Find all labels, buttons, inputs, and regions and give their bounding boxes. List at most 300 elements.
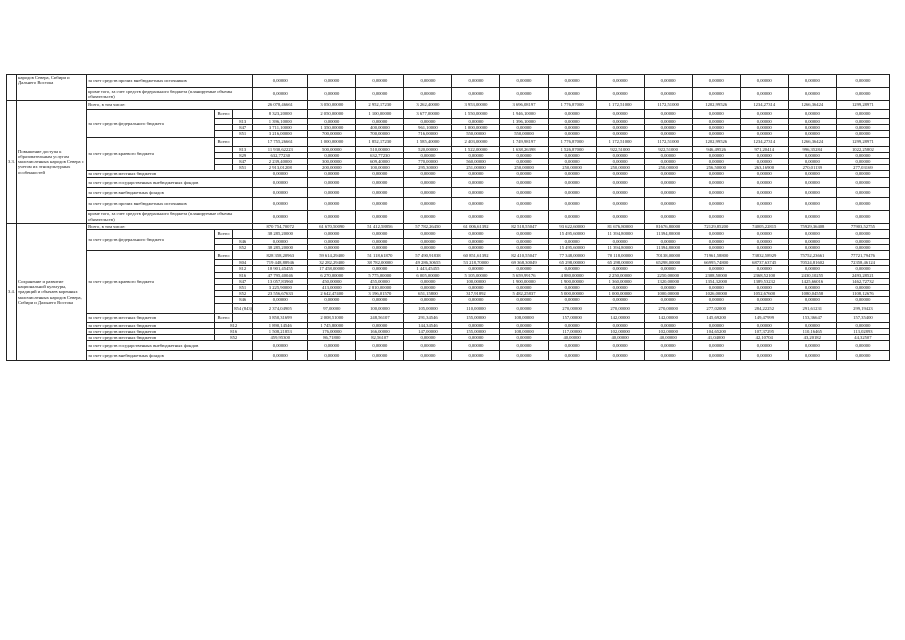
value-cell: 77721,79476 — [836, 251, 889, 260]
value-cell: 75752,23661 — [788, 251, 836, 260]
value-cell: 0,00000 — [548, 297, 596, 303]
value-cell: 1 172,51000 — [596, 137, 644, 146]
value-cell: 5 775,00000 — [356, 272, 404, 278]
value-cell: 38 285,20000 — [253, 245, 308, 251]
value-cell: 0,00000 — [253, 171, 308, 177]
value-cell: 0,00000 — [404, 341, 452, 351]
value-cell: 0,00000 — [404, 238, 452, 244]
value-cell: 0,00000 — [356, 119, 404, 125]
value-cell: 550,00000 — [452, 131, 500, 137]
value-cell: 0,00000 — [404, 75, 452, 88]
value-cell: 61 670,50090 — [308, 223, 356, 229]
value-cell: 1299,28971 — [836, 101, 889, 110]
code-cell — [233, 229, 253, 238]
value-cell: 0,00000 — [740, 229, 788, 238]
value-cell: 47 795,40046 — [253, 272, 308, 278]
value-cell: 0,00000 — [740, 177, 788, 187]
value-cell: 0,00000 — [253, 177, 308, 187]
value-cell: 716,00000 — [404, 131, 452, 137]
value-cell: 102,00000 — [596, 328, 644, 334]
value-cell: 11394,80000 — [644, 229, 692, 238]
value-cell: 0,00000 — [500, 341, 548, 351]
value-cell: 6 005,00000 — [404, 272, 452, 278]
value-cell: 0,00000 — [788, 351, 836, 361]
value-cell: 0,00000 — [500, 88, 548, 101]
value-cell: 0,00000 — [740, 75, 788, 88]
value-cell: 0,00000 — [404, 177, 452, 187]
value-cell: 117,00000 — [548, 328, 596, 334]
table-row — [7, 313, 890, 322]
value-cell: 17 755,26661 — [253, 137, 308, 146]
value-cell: 0,00000 — [644, 152, 692, 158]
value-cell: 0,00000 — [452, 229, 500, 238]
code-cell: 847 — [233, 125, 253, 131]
value-cell: 3 696,08197 — [500, 101, 548, 110]
value-cell: 632,77230 — [356, 152, 404, 158]
value-cell: 922,51000 — [596, 146, 644, 152]
value-cell: 2 642,47400 — [308, 291, 356, 297]
value-cell: 1 443,45455 — [404, 266, 452, 272]
value-cell: 0,00000 — [692, 110, 740, 119]
value-cell: 0,00000 — [452, 75, 500, 88]
value-cell: 0,00000 — [548, 119, 596, 125]
value-cell: 1 776,87000 — [548, 137, 596, 146]
value-cell: 2493,28521 — [836, 272, 889, 278]
value-cell: 1 000,00000 — [308, 137, 356, 146]
value-cell: 0,00000 — [404, 245, 452, 251]
value-cell: 40,00000 — [548, 335, 596, 341]
value-cell: 40,00000 — [644, 335, 692, 341]
source-label: за счет средств краевого бюджета — [87, 137, 215, 171]
code-cell: 846 — [233, 238, 253, 244]
value-cell: 0,00000 — [644, 210, 692, 223]
value-cell: 520,00000 — [404, 146, 452, 152]
source-label: Всего, в том числе: — [87, 101, 253, 110]
value-cell: 0,00000 — [740, 285, 788, 291]
value-cell: 0,00000 — [740, 245, 788, 251]
value-cell: 0,00000 — [788, 125, 836, 131]
value-cell: 0,00000 — [500, 266, 548, 272]
value-cell: 0,00000 — [836, 125, 889, 131]
value-cell: 700,00000 — [356, 131, 404, 137]
value-cell: 651,15800 — [404, 291, 452, 297]
value-cell: 0,00000 — [836, 229, 889, 238]
section-title-cell: народов Севера, Сибири и Дальнего Востока — [17, 75, 87, 101]
value-cell: 110,00000 — [452, 303, 500, 313]
value-cell: 0,00000 — [836, 177, 889, 187]
budget-table-page — [6, 74, 890, 361]
value-cell: 0,00000 — [644, 119, 692, 125]
value-cell: 1 522,00000 — [452, 146, 500, 152]
value-cell: 0,00000 — [356, 197, 404, 210]
value-cell: 0,00000 — [404, 210, 452, 223]
value-cell: 0,00000 — [500, 322, 548, 328]
code-cell — [233, 110, 253, 119]
value-cell: 155,00000 — [452, 328, 500, 334]
value-cell: 104,65200 — [692, 328, 740, 334]
value-cell: 82 410,55047 — [500, 251, 548, 260]
code-cell: 816 — [233, 272, 253, 278]
value-cell: 81676,80000 — [644, 223, 692, 229]
source-label: за счет средств федерального бюджета — [87, 229, 215, 250]
value-cell: 560,00000 — [452, 159, 500, 165]
value-cell: 0,00000 — [788, 187, 836, 197]
value-cell: 74005,22815 — [740, 223, 788, 229]
value-cell: 0,00000 — [788, 171, 836, 177]
value-cell: 0,00000 — [452, 322, 500, 328]
table-row — [7, 137, 890, 146]
value-cell: 455,00000 — [356, 278, 404, 284]
value-cell: 1299,28971 — [836, 137, 889, 146]
value-cell: 0,00000 — [308, 297, 356, 303]
value-cell: 51 412,58856 — [356, 223, 404, 229]
value-cell: 0,00000 — [356, 229, 404, 238]
value-cell: 0,00000 — [500, 285, 548, 291]
value-cell: 0,00000 — [692, 75, 740, 88]
value-cell: 0,00000 — [692, 245, 740, 251]
value-cell: 1 749,98197 — [500, 137, 548, 146]
value-cell: 250,00000 — [644, 165, 692, 171]
section-title-cell: Повышение доступа к образовательным услугам малочисленных народов Севера с учетом их этнокультурных особенностей — [17, 101, 87, 224]
value-cell: 263,16900 — [740, 165, 788, 171]
table-row — [7, 75, 890, 88]
value-cell: 3 953,00000 — [452, 101, 500, 110]
value-cell: 0,00000 — [836, 75, 889, 88]
value-cell: 0,00000 — [740, 210, 788, 223]
value-cell: 0,00000 — [740, 110, 788, 119]
code-cell — [233, 137, 253, 146]
value-cell: 0,00000 — [596, 152, 644, 158]
value-cell: 2250,00000 — [644, 272, 692, 278]
code-cell: 851 — [233, 131, 253, 137]
value-cell: 108,00000 — [500, 313, 548, 322]
value-cell: 81 676,80000 — [596, 223, 644, 229]
value-cell: 75929,36408 — [788, 223, 836, 229]
value-cell: 0,00000 — [836, 351, 889, 361]
value-cell: 0,00000 — [548, 285, 596, 291]
value-cell: 0,00000 — [452, 245, 500, 251]
value-cell: 11 394,80000 — [596, 245, 644, 251]
value-cell: 0,00000 — [308, 245, 356, 251]
value-cell: 70 118,00000 — [596, 251, 644, 260]
value-cell: 0,00000 — [644, 159, 692, 165]
source-label: за счет средств внебюджетных фондов — [87, 351, 253, 361]
code-cell: 852 — [233, 245, 253, 251]
value-cell: 0,00000 — [500, 197, 548, 210]
value-cell: 0,00000 — [356, 88, 404, 101]
value-cell: 0,00000 — [356, 351, 404, 361]
value-cell: 0,00000 — [644, 351, 692, 361]
value-cell: 0,00000 — [596, 285, 644, 291]
value-cell: 0,00000 — [548, 125, 596, 131]
value-cell: 0,00000 — [452, 210, 500, 223]
value-cell: 0,00000 — [404, 187, 452, 197]
value-cell: 0,00000 — [740, 119, 788, 125]
value-cell: 53 218,70000 — [452, 260, 500, 266]
value-cell: 82 518,55047 — [500, 223, 548, 229]
value-cell: 2 239,40000 — [253, 159, 308, 165]
value-cell: 1026,00000 — [692, 291, 740, 297]
value-cell: 0,00000 — [644, 197, 692, 210]
value-cell: 0,00000 — [500, 187, 548, 197]
value-cell: 0,00000 — [404, 285, 452, 291]
value-cell: 86,71800 — [308, 335, 356, 341]
value-cell: 0,00000 — [404, 297, 452, 303]
value-cell: 0,00000 — [788, 266, 836, 272]
value-cell: 0,00000 — [740, 152, 788, 158]
value-cell: 0,00000 — [788, 119, 836, 125]
value-cell: 0,00000 — [500, 152, 548, 158]
value-cell: 400,00000 — [356, 125, 404, 131]
value-cell: 0,00000 — [452, 297, 500, 303]
value-cell: 609,40000 — [356, 159, 404, 165]
value-cell: 1 585,40000 — [404, 137, 452, 146]
value-cell: 2 374,04905 — [253, 303, 308, 313]
value-cell: 0,00000 — [692, 322, 740, 328]
value-cell: 0,00000 — [644, 297, 692, 303]
value-cell: 1 946,10000 — [500, 110, 548, 119]
value-cell: 770,00000 — [404, 159, 452, 165]
value-cell: 0,00000 — [308, 152, 356, 158]
code-cell: 804 — [233, 260, 253, 266]
value-cell: 0,00000 — [548, 322, 596, 328]
value-cell: 5 482,25837 — [500, 291, 548, 297]
value-cell: 3 216,00000 — [253, 131, 308, 137]
value-cell: 5 659,99176 — [500, 272, 548, 278]
value-cell: 1266,36424 — [788, 101, 836, 110]
section-number: 3.4. — [7, 223, 17, 361]
value-cell: 100,00000 — [356, 303, 404, 313]
value-cell: 0,00000 — [596, 238, 644, 244]
value-cell: 105,00000 — [404, 303, 452, 313]
value-cell: 295,30000 — [404, 165, 452, 171]
value-cell: 300,00000 — [308, 159, 356, 165]
code-cell: 847 — [233, 159, 253, 165]
value-cell: 1172,51000 — [644, 101, 692, 110]
value-cell: 0,00000 — [788, 238, 836, 244]
value-cell: 0,00000 — [356, 75, 404, 88]
value-cell: 2 050,00000 — [308, 110, 356, 119]
value-cell: 70138,00000 — [644, 251, 692, 260]
value-cell: 4 880,00000 — [548, 272, 596, 278]
value-cell: 0,00000 — [596, 351, 644, 361]
vsego-label: Всего: — [215, 229, 233, 238]
value-cell: 0,00000 — [836, 341, 889, 351]
value-cell: 0,00000 — [500, 210, 548, 223]
value-cell: 2 952,17230 — [356, 101, 404, 110]
value-cell: 0,00000 — [500, 171, 548, 177]
value-cell: 971,20414 — [740, 146, 788, 152]
value-cell: 0,00000 — [548, 341, 596, 351]
value-cell: 8 323,20000 — [253, 110, 308, 119]
value-cell: 0,00000 — [596, 125, 644, 131]
value-cell: 0,00000 — [836, 266, 889, 272]
value-cell: 996,35284 — [788, 146, 836, 152]
value-cell: 0,00000 — [500, 75, 548, 88]
value-cell: 1000,00000 — [644, 291, 692, 297]
value-cell: 176,00000 — [308, 328, 356, 334]
source-label: за счет средств краевого бюджета — [87, 251, 215, 313]
vsego-label: Всего: — [215, 137, 233, 146]
value-cell: 1 638,26398 — [500, 146, 548, 152]
source-label: за счет средств местных бюджетов — [87, 313, 215, 322]
value-cell: 1172,51000 — [644, 137, 692, 146]
value-cell: 0,00000 — [836, 88, 889, 101]
vsego-label: Всего: — [215, 110, 233, 119]
vsego-label: Всего: — [215, 313, 233, 322]
value-cell: 0,00000 — [692, 229, 740, 238]
value-cell: 1108,12676 — [836, 291, 889, 297]
value-cell: 1320,00000 — [644, 278, 692, 284]
value-cell: 93 622,60000 — [548, 223, 596, 229]
value-cell: 1202,99526 — [692, 137, 740, 146]
value-cell: 0,00000 — [452, 285, 500, 291]
value-cell: 0,00000 — [644, 125, 692, 131]
value-cell: 0,00000 — [253, 75, 308, 88]
value-cell: 40,00000 — [596, 335, 644, 341]
value-cell: 828 358,20963 — [253, 251, 308, 260]
value-cell: 0,00000 — [356, 171, 404, 177]
value-cell: 946,49526 — [692, 146, 740, 152]
value-cell: 1 900,00000 — [548, 278, 596, 284]
value-cell: 0,00000 — [740, 131, 788, 137]
value-cell: 317,91892 — [452, 291, 500, 297]
value-cell: 57 490,91838 — [404, 251, 452, 260]
value-cell: 0,00000 — [644, 110, 692, 119]
source-label: за счет средств прочих внебюджетных источников — [87, 75, 253, 88]
value-cell: 0,00000 — [356, 341, 404, 351]
value-cell: 113,02893 — [836, 328, 889, 334]
code-cell — [233, 313, 253, 322]
value-cell: 3 677,00000 — [404, 110, 452, 119]
value-cell: 0,00000 — [740, 238, 788, 244]
value-cell: 0,00000 — [404, 88, 452, 101]
value-cell: 142,00000 — [644, 313, 692, 322]
value-cell: 69 368,30049 — [500, 260, 548, 266]
value-cell: 0,00000 — [788, 152, 836, 158]
value-cell: 142,00000 — [596, 313, 644, 322]
value-cell: 0,00000 — [253, 187, 308, 197]
value-cell: 0,00000 — [740, 159, 788, 165]
table-row — [7, 177, 890, 187]
code-cell: 812 — [233, 266, 253, 272]
value-cell: 0,00000 — [740, 322, 788, 328]
value-cell: 961,10000 — [404, 125, 452, 131]
value-cell: 0,00000 — [788, 177, 836, 187]
value-cell: 0,00000 — [740, 187, 788, 197]
value-cell: 60 851,61392 — [452, 251, 500, 260]
value-cell: 77 348,00000 — [548, 251, 596, 260]
value-cell: 0,00000 — [788, 229, 836, 238]
value-cell: 0,00000 — [548, 177, 596, 187]
source-label: за счет средств местных бюджетов — [87, 335, 215, 341]
value-cell: 43,20182 — [788, 335, 836, 341]
value-cell: 0,00000 — [692, 210, 740, 223]
value-cell: 0,00000 — [692, 88, 740, 101]
value-cell: 149,47999 — [740, 313, 788, 322]
value-cell: 1 396,10000 — [500, 119, 548, 125]
code-cell: 851 — [233, 165, 253, 171]
value-cell: 510,00000 — [356, 146, 404, 152]
value-cell: 0,00000 — [404, 119, 452, 125]
value-cell: 1 745,80000 — [308, 322, 356, 328]
source-label: за счет средств местных бюджетов — [87, 322, 215, 328]
value-cell: 0,00000 — [404, 351, 452, 361]
value-cell: 0,00000 — [644, 131, 692, 137]
source-label: за счет средств прочих внебюджетных источников — [87, 197, 253, 210]
value-cell: 0,00000 — [500, 238, 548, 244]
value-cell: 0,00000 — [308, 197, 356, 210]
table-row — [7, 110, 890, 119]
value-cell: 11 930,62223 — [253, 146, 308, 152]
value-cell: 0,00000 — [644, 171, 692, 177]
code-cell: 846 — [233, 297, 253, 303]
value-cell: 1 776,87000 — [548, 101, 596, 110]
source-label: за счет средств местных бюджетов — [87, 328, 215, 334]
value-cell: 1052,67600 — [740, 291, 788, 297]
value-cell: 0,00000 — [692, 159, 740, 165]
value-cell: 145,69200 — [692, 313, 740, 322]
value-cell: 922,51000 — [644, 146, 692, 152]
value-cell: 65 298,00000 — [596, 260, 644, 266]
value-cell: 0,00000 — [308, 351, 356, 361]
value-cell: 32 282,29400 — [308, 260, 356, 266]
value-cell: 0,00000 — [740, 125, 788, 131]
value-cell: 0,00000 — [740, 297, 788, 303]
value-cell: 0,00000 — [740, 351, 788, 361]
value-cell: 110,16465 — [788, 328, 836, 334]
value-cell: 0,00000 — [596, 187, 644, 197]
value-cell: 5 105,00000 — [452, 272, 500, 278]
value-cell: 0,00000 — [452, 187, 500, 197]
value-cell: 550,00000 — [500, 131, 548, 137]
value-cell: 1022,25802 — [836, 146, 889, 152]
value-cell: 51 118,61870 — [356, 251, 404, 260]
value-cell: 0,00000 — [692, 297, 740, 303]
value-cell: 0,00000 — [836, 285, 889, 291]
value-cell: 0,00000 — [836, 238, 889, 244]
code-cell: 851 — [233, 285, 253, 291]
value-cell: 11 394,80000 — [596, 229, 644, 238]
code-cell: 847 — [233, 278, 253, 284]
value-cell: 3 262,40000 — [404, 101, 452, 110]
value-cell: 0,00000 — [253, 210, 308, 223]
value-cell: 0,00000 — [692, 238, 740, 244]
value-cell: 2 250,00000 — [596, 272, 644, 278]
source-label: за счет средств внебюджетных фондов — [87, 187, 253, 197]
value-cell: 61 006,61392 — [452, 223, 500, 229]
value-cell: 0,00000 — [500, 159, 548, 165]
value-cell: 0,00000 — [404, 278, 452, 284]
value-cell: 0,00000 — [788, 285, 836, 291]
value-cell: 500,00000 — [308, 146, 356, 152]
value-cell: 0,00000 — [596, 322, 644, 328]
value-cell: 0,00000 — [308, 341, 356, 351]
value-cell: 2430,10255 — [788, 272, 836, 278]
value-cell: 0,00000 — [788, 245, 836, 251]
value-cell: 0,00000 — [500, 297, 548, 303]
table-row — [7, 351, 890, 361]
value-cell: 0,00000 — [452, 351, 500, 361]
value-cell: 0,00000 — [836, 131, 889, 137]
value-cell: 0,00000 — [644, 266, 692, 272]
table-row — [7, 210, 890, 223]
value-cell: 153,36647 — [788, 313, 836, 322]
value-cell: 0,00000 — [788, 297, 836, 303]
value-cell: 65298,00000 — [644, 260, 692, 266]
value-cell: 0,00000 — [356, 245, 404, 251]
value-cell: 0,00000 — [788, 322, 836, 328]
